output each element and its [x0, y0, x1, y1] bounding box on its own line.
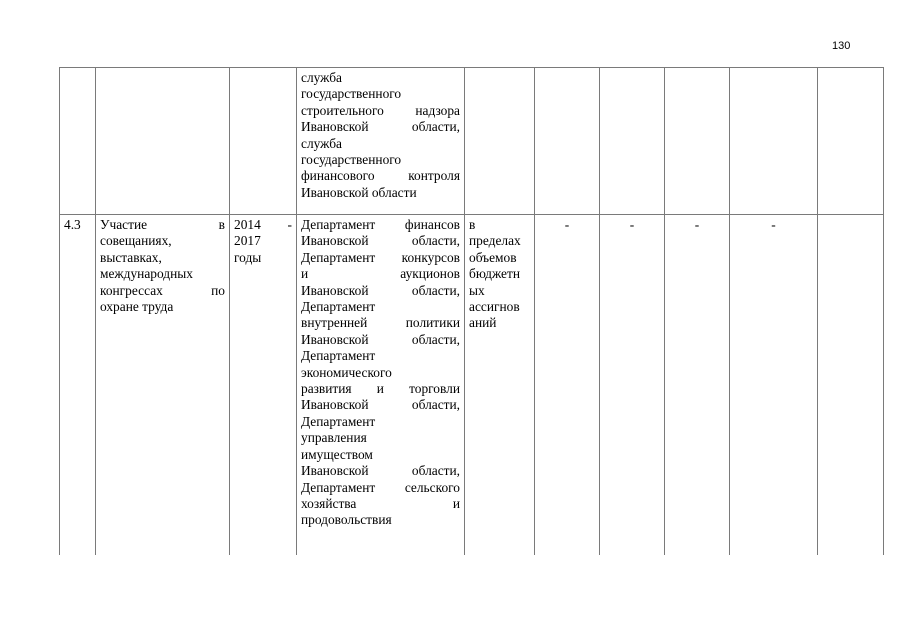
text-line: внутренней политики: [301, 315, 460, 331]
text-line: Департамент конкурсов: [301, 249, 460, 265]
text-line: совещаниях,: [100, 233, 172, 249]
text-line: Ивановской области,: [301, 331, 460, 347]
text-line: Ивановской области,: [301, 119, 460, 135]
cell-value: [535, 68, 600, 215]
text-line: финансового контроля: [301, 168, 460, 184]
table-row-continued: [60, 68, 884, 215]
text-line: пределах: [469, 233, 521, 249]
text-line: объемов: [469, 249, 517, 265]
text-line: служба: [301, 135, 342, 151]
text-line: ых: [469, 282, 485, 298]
text-line: Департамент сельского: [301, 479, 460, 495]
text-line: Ивановской области,: [301, 282, 460, 298]
text-line: государственного: [301, 152, 402, 168]
text-line: ассигнов: [469, 299, 520, 315]
cell-name: [96, 68, 230, 215]
period-dash: -: [287, 217, 292, 232]
value-dash: -: [564, 217, 570, 232]
cell-funding: [465, 68, 535, 215]
text-line: Ивановской области,: [301, 397, 460, 413]
cell-executors: [297, 68, 465, 215]
value-dash: -: [629, 217, 635, 232]
cell-executors: [297, 215, 465, 555]
program-activities-table: [59, 67, 884, 555]
cell-value: [665, 215, 730, 555]
text-line: Ивановской области: [301, 184, 417, 200]
funding-source: [469, 217, 530, 332]
text-line: бюджетн: [469, 266, 520, 282]
table-row-4-3: [60, 215, 884, 555]
executors-list: [301, 217, 460, 529]
cell-value: [730, 68, 818, 215]
period-unit: годы: [234, 249, 262, 265]
cell-number: [60, 215, 96, 555]
cell-value: [600, 215, 665, 555]
cell-period: [230, 215, 297, 555]
activity-name: [100, 217, 225, 315]
text-line: хозяйства и: [301, 495, 460, 511]
cell-funding: [465, 215, 535, 555]
text-line: охране труда: [100, 299, 174, 315]
text-line: Департамент: [301, 348, 376, 364]
text-line: конгрессах по: [100, 282, 225, 298]
cell-period: [230, 68, 297, 215]
text-line: Ивановской области,: [301, 463, 460, 479]
text-line: Ивановской области,: [301, 233, 460, 249]
text-line: продовольствия: [301, 512, 392, 528]
cell-value: [818, 68, 884, 215]
cell-value: [818, 215, 884, 555]
cell-value: [730, 215, 818, 555]
page-number: 130: [832, 40, 851, 52]
period-start: 2014: [234, 217, 261, 232]
text-line: международных: [100, 266, 193, 282]
row-number: 4.3: [64, 217, 81, 232]
text-line: в: [469, 217, 476, 232]
text-line: развития и торговли: [301, 381, 460, 397]
text-line: имуществом: [301, 446, 373, 462]
value-dash: -: [694, 217, 700, 232]
text-line: управления: [301, 430, 367, 446]
cell-number: [60, 68, 96, 215]
executors-list: [301, 70, 460, 201]
text-line: государственного: [301, 86, 402, 102]
text-line: Департамент: [301, 299, 376, 315]
text-line: экономического: [301, 364, 392, 380]
cell-value: [600, 68, 665, 215]
text-line: Департамент финансов: [301, 217, 460, 232]
text-line: и аукционов: [301, 266, 460, 282]
text-line: строительного надзора: [301, 102, 460, 118]
value-dash: -: [771, 217, 776, 232]
text-line: аний: [469, 315, 497, 331]
cell-name: [96, 215, 230, 555]
text-line: выставках,: [100, 249, 162, 265]
text-line: Участие в: [100, 217, 225, 232]
text-line: Департамент: [301, 413, 376, 429]
period-end: 2017: [234, 233, 261, 249]
cell-value: [665, 68, 730, 215]
text-line: служба: [301, 70, 342, 85]
cell-value: [535, 215, 600, 555]
